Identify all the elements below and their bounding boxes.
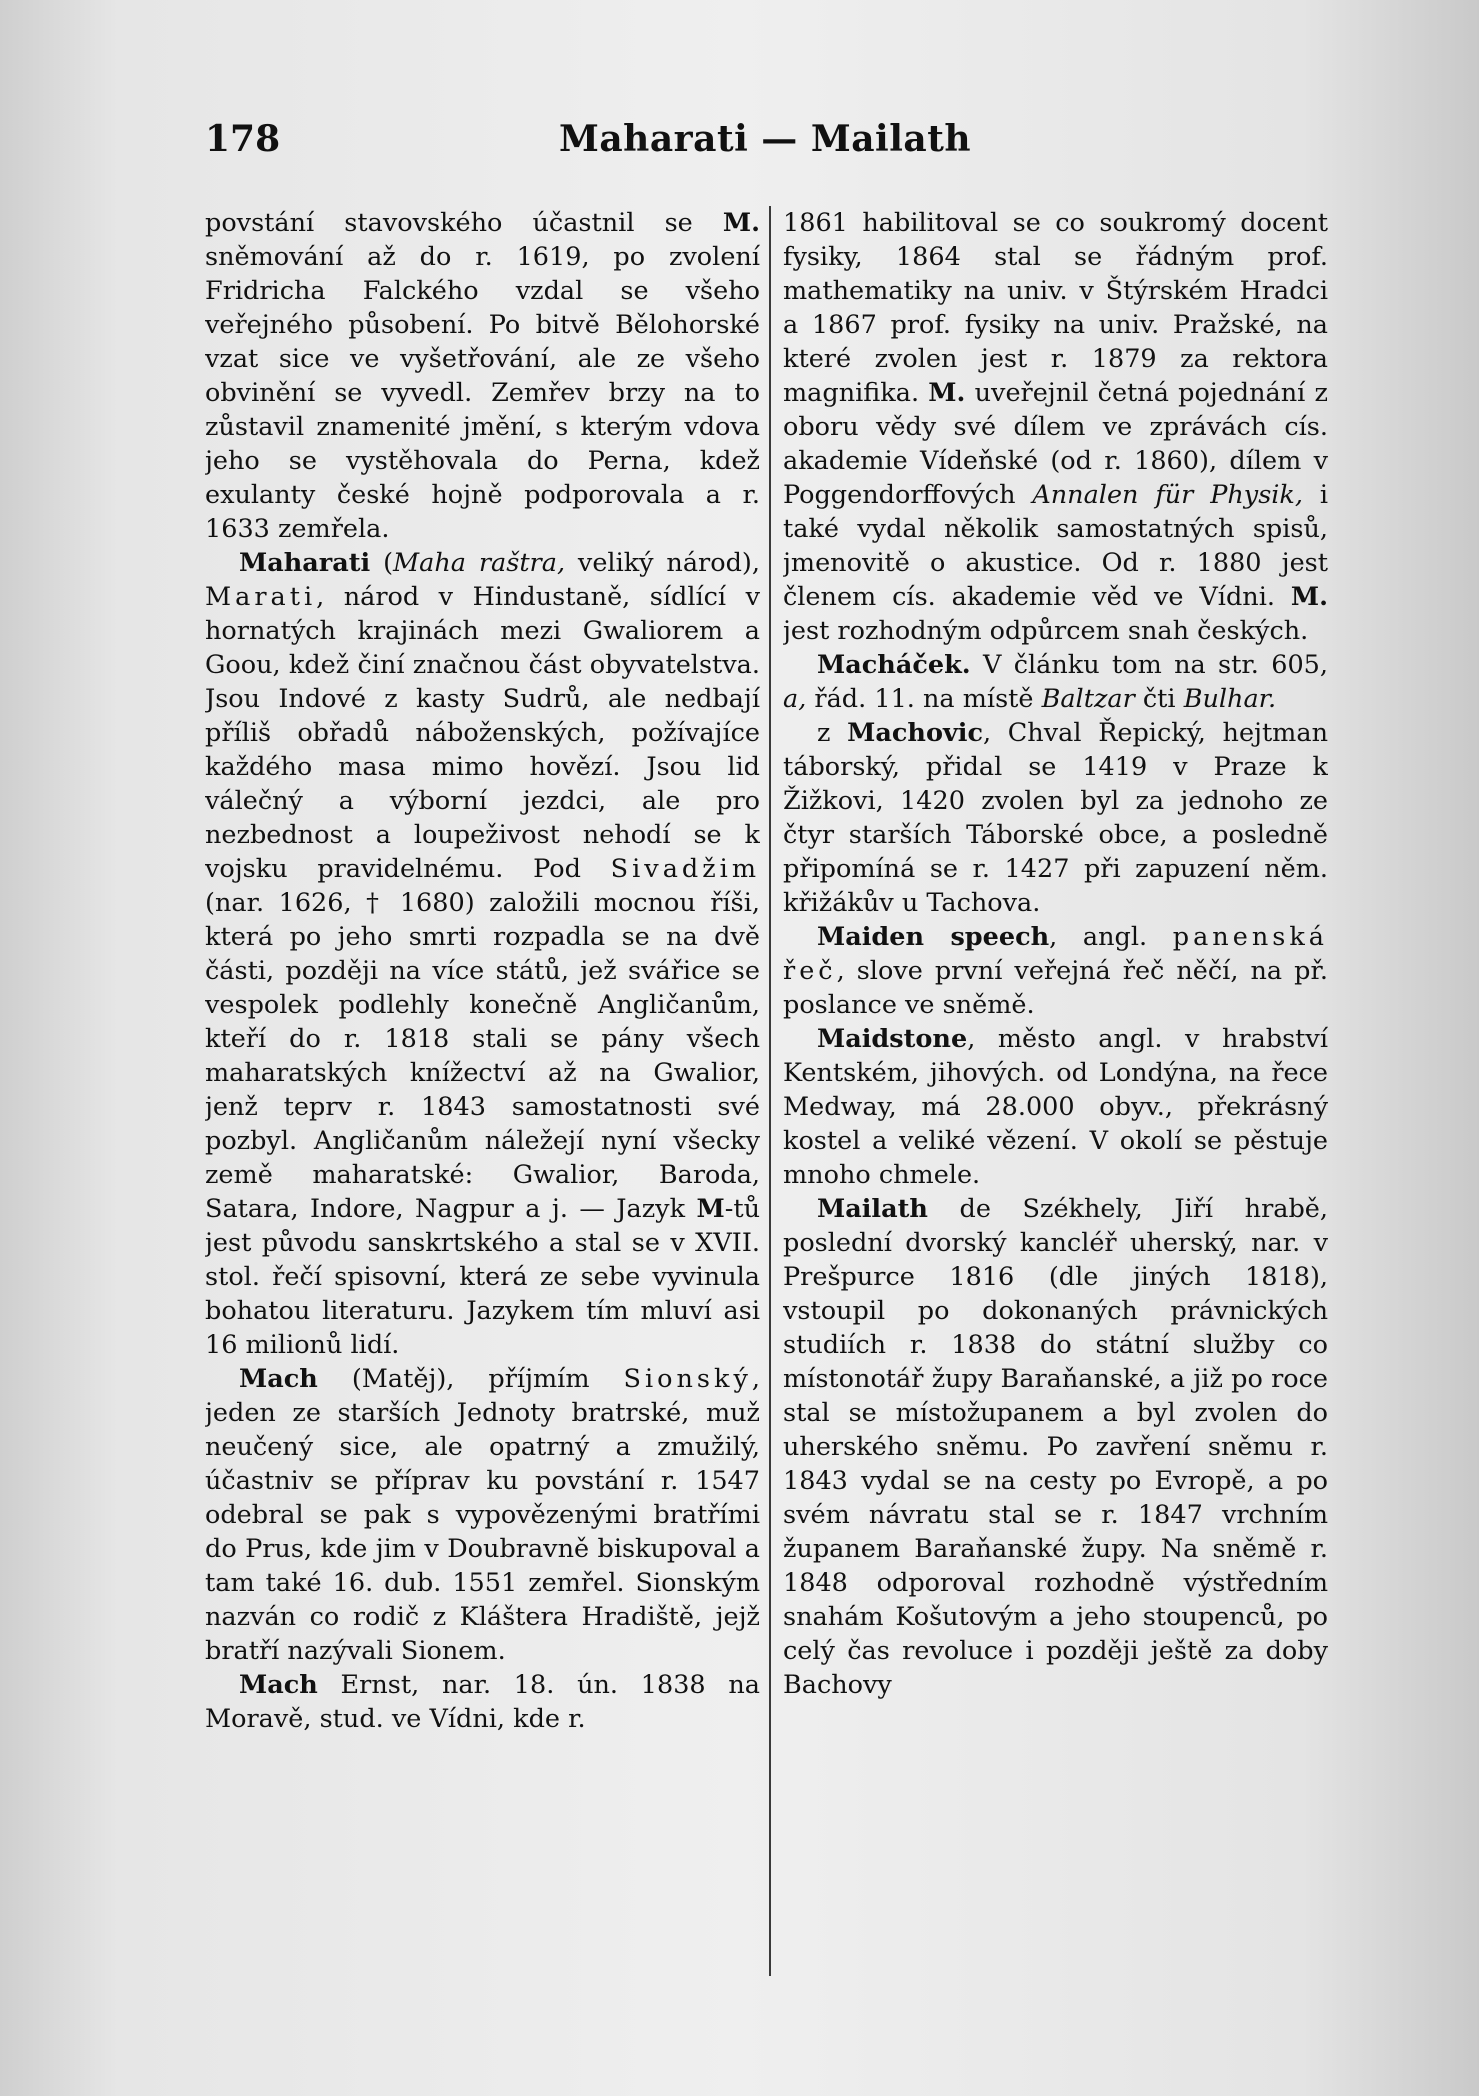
entry-machovic: z Machovic, Chval Řepický, hejtman táborský, přidal se 1419 v Praze k Žižkovi, 1420 zvolen byl za jednoho ze čtyr starších Táborské obce, a posledně připomíná se r. 1427 při zapuzení něm. křižákův u Tachova. [783, 718, 1328, 918]
headword: Mailath [817, 1194, 928, 1224]
entry-machacek: Macháček. V článku tom na str. 605, a, řád. 11. na místě Baltzar čti Bulhar. [783, 650, 1328, 714]
running-head: Maharati — Mailath [559, 118, 971, 160]
headword: Mach [239, 1364, 318, 1394]
headword: Maidstone [817, 1024, 968, 1054]
entry-mach-continuation: 1861 habilitoval se co soukromý docent fysiky, 1864 stal se řádným prof. mathematiky na univ. v Štýrském Hradci a 1867 prof. fysiky na univ. Pražské, na které zvolen jest r. 1879 za rektora magnifika. M. uveřejnil četná pojednání z oboru vědy své dílem ve zprávách cís. akademie Vídeňské (od r. 1860), dílem v Poggendorffových Annalen für Physik, i také vydal několik samostatných spisů, jmenovitě o akustice. Od r. 1880 jest členem cís. akademie věd ve Vídni. M. jest rozhodným odpůrcem snah českých. [783, 208, 1328, 646]
entry-maiden-speech: Maiden speech, angl. panenská řeč, slove první veřejná řeč něčí, na př. poslance ve sněmě. [783, 922, 1328, 1020]
headword: Maiden speech [817, 922, 1050, 952]
entry-mach-ernst: Mach Ernst, nar. 18. ún. 1838 na Moravě, stud. ve Vídni, kde r. [205, 1670, 760, 1734]
entry-continuation: povstání stavovského účastnil se M. sněmování až do r. 1619, po zvolení Fridricha Falckého vzdal se všeho veřejného působení. Po bitvě Bělohorské vzat sice ve vyšetřování, ale ze všeho obvinění se vyvedl. Zemřev brzy na to zůstavil znamenité jmění, s kterým vdova jeho se vystěhovala do Perna, kdež exulanty české hojně podporovala a r. 1633 zemřela. [205, 208, 760, 544]
entry-maharati: Maharati (Maha raštra, veliký národ), Marati, národ v Hindustaně, sídlící v hornatých krajinách mezi Gwaliorem a Goou, kdež činí značnou část obyvatelstva. Jsou Indové z kasty Sudrů, ale nedbají příliš obřadů náboženských, požívajíce každého masa mimo hovězí. Jsou lid válečný a výborní jezdci, ale pro nezbednost a loupeživost nehodí se k vojsku pravidelnému. Pod Sivadžim (nar. 1626, † 1680) založili mocnou říši, která po jeho smrti rozpadla se na dvě části, později na více států, jež svářice se vespolek podlehly konečně Angličanům, kteří do r. 1818 stali se pány všech maharatských knížectví až na Gwalior, jenž teprv r. 1843 samostatnosti své pozbyl. Angličanům náležejí nyní všecky země maharatské: Gwalior, Baroda, Satara, Indore, Nagpur a j. — Jazyk M-tů jest původu sanskrtského a stal se v XVII. stol. řečí spisovní, která ze sebe vyvinula bohatou literaturu. Jazykem tím mluví asi 16 milionů lidí. [205, 548, 760, 1360]
headword: Machovic [847, 718, 983, 748]
page-number: 178 [205, 118, 281, 160]
column-divider [769, 206, 771, 1976]
page-header [205, 118, 1325, 178]
entry-maidstone: Maidstone, město angl. v hrabství Kentském, jihových. od Londýna, na řece Medway, má 28.000 obyv., překrásný kostel a veliké vězení. V okolí se pěstuje mnoho chmele. [783, 1024, 1328, 1190]
headword: Maharati [239, 548, 371, 578]
entry-mach-matej: Mach (Matěj), příjmím Sionský, jeden ze starších Jednoty bratrské, muž neučený sice, ale opatrný a zmužilý, účastniv se příprav ku povstání r. 1547 odebral se pak s vypovězenými bratřími do Prus, kde jim v Doubravně biskupoval a tam také 16. dub. 1551 zemřel. Sionským nazván co rodič z Kláštera Hradiště, jejž bratří nazývali Sionem. [205, 1364, 760, 1666]
headword: Mach [239, 1670, 318, 1700]
entry-mailath: Mailath de Székhely, Jiří hrabě, poslední dvorský kancléř uherský, nar. v Prešpurce 1816 (dle jiných 1818), vstoupil po dokonaných právnických studiích r. 1838 do státní služby co místonotář župy Baraňanské, a již po roce stal se místožupanem a byl zvolen do uherského sněmu. Po zavření sněmu r. 1843 vydal se na cesty po Evropě, a po svém návratu stal se r. 1847 vrchním županem Baraňanské župy. Na sněmě r. 1848 odporoval rozhodně výstředním snahám Košutovým a jeho stoupenců, po celý čas revoluce i později ještě za doby Bachovy [783, 1194, 1328, 1700]
headword: Macháček. [817, 650, 971, 680]
left-column [205, 206, 760, 1986]
right-column [783, 206, 1328, 1986]
